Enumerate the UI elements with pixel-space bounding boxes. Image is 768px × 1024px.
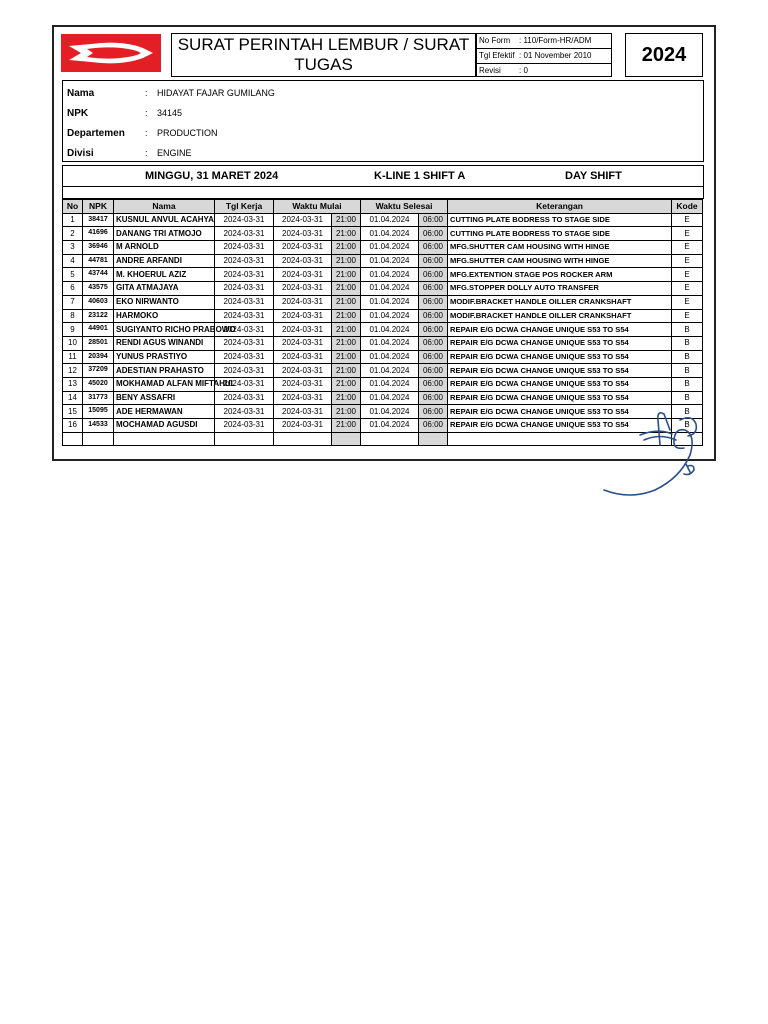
- row-keterangan: MODIF.BRACKET HANDLE OILLER CRANKSHAFT: [448, 309, 672, 323]
- row-mulai-jam: 21:00: [332, 391, 361, 405]
- row-npk: 20394: [83, 350, 114, 364]
- row-nama: YUNUS PRASTIYO: [114, 350, 215, 364]
- row-npk: 31773: [83, 391, 114, 405]
- row-tgl-kerja: 2024-03-31: [215, 241, 274, 255]
- row-no: 14: [63, 391, 83, 405]
- row-keterangan: REPAIR E/G DCWA CHANGE UNIQUE S53 TO S54: [448, 391, 672, 405]
- employee-department: PRODUCTION: [157, 128, 218, 138]
- row-selesai-tgl: 01.04.2024: [361, 323, 419, 337]
- col-header-npk: NPK: [83, 200, 114, 214]
- row-keterangan: REPAIR E/G DCWA CHANGE UNIQUE S53 TO S54: [448, 419, 672, 433]
- row-tgl-kerja: 2024-03-31: [215, 309, 274, 323]
- form-info-label: Tgl Efektif: [479, 51, 515, 60]
- row-nama: GITA ATMAJAYA: [114, 282, 215, 296]
- employee-div-row: [67, 146, 192, 160]
- row-npk: 43575: [83, 282, 114, 296]
- field-separator: :: [145, 88, 148, 98]
- row-selesai-jam: 06:00: [419, 268, 448, 282]
- row-keterangan: CUTTING PLATE BODRESS TO STAGE SIDE: [448, 227, 672, 241]
- employee-dept-row: [67, 126, 218, 140]
- employee-npk: 34145: [157, 108, 183, 118]
- row-no: 10: [63, 336, 83, 350]
- row-kode: E: [672, 241, 703, 255]
- field-label: Divisi: [67, 148, 94, 159]
- row-kode: B: [672, 405, 703, 419]
- row-npk: 45020: [83, 377, 114, 391]
- row-selesai-tgl: 01.04.2024: [361, 350, 419, 364]
- row-nama: HARMOKO: [114, 309, 215, 323]
- row-nama: SUGIYANTO RICHO PRABOWO: [114, 323, 215, 337]
- row-selesai-tgl: 01.04.2024: [361, 241, 419, 255]
- row-selesai-jam: 06:00: [419, 323, 448, 337]
- row-selesai-tgl: 01.04.2024: [361, 419, 419, 433]
- row-selesai-jam: 06:00: [419, 309, 448, 323]
- row-tgl-kerja: 2024-03-31: [215, 213, 274, 227]
- row-keterangan: REPAIR E/G DCWA CHANGE UNIQUE S53 TO S54: [448, 377, 672, 391]
- row-kode: B: [672, 377, 703, 391]
- row-keterangan: MFG.STOPPER DOLLY AUTO TRANSFER: [448, 282, 672, 296]
- row-no: 16: [63, 419, 83, 433]
- row-no: 12: [63, 364, 83, 378]
- row-mulai-jam: 21:00: [332, 268, 361, 282]
- field-separator: :: [145, 128, 148, 138]
- row-nama: KUSNUL ANVUL ACAHYA: [114, 213, 215, 227]
- row-kode: E: [672, 213, 703, 227]
- row-nama: ADESTIAN PRAHASTO: [114, 364, 215, 378]
- row-keterangan: MFG.SHUTTER CAM HOUSING WITH HINGE: [448, 241, 672, 255]
- col-header-nama: Nama: [114, 200, 215, 214]
- form-info-label: No Form: [479, 36, 511, 45]
- row-mulai-tgl: 2024-03-31: [274, 254, 332, 268]
- row-selesai-jam: 06:00: [419, 350, 448, 364]
- blank-row: [62, 186, 704, 199]
- row-tgl-kerja: 2024-03-31: [215, 377, 274, 391]
- form-info-box: [476, 33, 612, 77]
- row-no: 11: [63, 350, 83, 364]
- row-nama: MOCHAMAD AGUSDI: [114, 419, 215, 433]
- row-mulai-jam: 21:00: [332, 336, 361, 350]
- row-npk: 28501: [83, 336, 114, 350]
- row-selesai-tgl: 01.04.2024: [361, 213, 419, 227]
- row-kode: B: [672, 323, 703, 337]
- row-nama: DANANG TRI ATMOJO: [114, 227, 215, 241]
- table-header-row: [63, 200, 703, 214]
- row-keterangan: REPAIR E/G DCWA CHANGE UNIQUE S53 TO S54: [448, 336, 672, 350]
- row-nama: EKO NIRWANTO: [114, 295, 215, 309]
- row-kode: B: [672, 419, 703, 433]
- form-info-row: [477, 64, 611, 78]
- row-mulai-tgl: 2024-03-31: [274, 227, 332, 241]
- table-row: [63, 336, 703, 350]
- row-no: 8: [63, 309, 83, 323]
- row-tgl-kerja: 2024-03-31: [215, 295, 274, 309]
- col-header-keterangan: Keterangan: [448, 200, 672, 214]
- table-row: [63, 227, 703, 241]
- row-no: 7: [63, 295, 83, 309]
- row-keterangan: MFG.SHUTTER CAM HOUSING WITH HINGE: [448, 254, 672, 268]
- form-info-row: [477, 49, 611, 64]
- form-info-row: [477, 34, 611, 49]
- row-npk: 44781: [83, 254, 114, 268]
- row-kode: E: [672, 282, 703, 296]
- field-label: Nama: [67, 88, 95, 99]
- row-tgl-kerja: 2024-03-31: [215, 268, 274, 282]
- row-selesai-tgl: 01.04.2024: [361, 309, 419, 323]
- row-no: 1: [63, 213, 83, 227]
- table-row: [63, 254, 703, 268]
- row-nama: M ARNOLD: [114, 241, 215, 255]
- empty-cell: [114, 432, 215, 446]
- table-row: [63, 268, 703, 282]
- field-label: Departemen: [67, 128, 125, 139]
- row-kode: B: [672, 336, 703, 350]
- row-mulai-jam: 21:00: [332, 241, 361, 255]
- table-row: [63, 213, 703, 227]
- row-selesai-tgl: 01.04.2024: [361, 391, 419, 405]
- row-mulai-tgl: 2024-03-31: [274, 377, 332, 391]
- row-selesai-jam: 06:00: [419, 377, 448, 391]
- form-info-value: : 0: [519, 66, 528, 75]
- row-mulai-jam: 21:00: [332, 227, 361, 241]
- row-mulai-tgl: 2024-03-31: [274, 350, 332, 364]
- row-kode: E: [672, 227, 703, 241]
- row-tgl-kerja: 2024-03-31: [215, 336, 274, 350]
- empty-cell: [274, 432, 332, 446]
- row-no: 6: [63, 282, 83, 296]
- row-npk: 44901: [83, 323, 114, 337]
- shift-header: [62, 165, 704, 187]
- row-tgl-kerja: 2024-03-31: [215, 282, 274, 296]
- row-tgl-kerja: 2024-03-31: [215, 350, 274, 364]
- empty-cell: [215, 432, 274, 446]
- table-row: [63, 323, 703, 337]
- row-tgl-kerja: 2024-03-31: [215, 419, 274, 433]
- table-row: [63, 364, 703, 378]
- row-keterangan: MODIF.BRACKET HANDLE OILLER CRANKSHAFT: [448, 295, 672, 309]
- document-title-text: SURAT PERINTAH LEMBUR / SURAT TUGAS: [177, 35, 470, 74]
- row-mulai-jam: 21:00: [332, 405, 361, 419]
- field-separator: :: [145, 108, 148, 118]
- table-row: [63, 295, 703, 309]
- row-npk: 41696: [83, 227, 114, 241]
- empty-cell: [332, 432, 361, 446]
- row-mulai-tgl: 2024-03-31: [274, 419, 332, 433]
- row-selesai-jam: 06:00: [419, 405, 448, 419]
- row-mulai-jam: 21:00: [332, 282, 361, 296]
- row-selesai-jam: 06:00: [419, 282, 448, 296]
- row-mulai-jam: 21:00: [332, 350, 361, 364]
- row-npk: 43744: [83, 268, 114, 282]
- row-selesai-tgl: 01.04.2024: [361, 282, 419, 296]
- row-npk: 14533: [83, 419, 114, 433]
- row-selesai-jam: 06:00: [419, 295, 448, 309]
- row-selesai-tgl: 01.04.2024: [361, 227, 419, 241]
- row-tgl-kerja: 2024-03-31: [215, 391, 274, 405]
- row-nama: RENDI AGUS WINANDI: [114, 336, 215, 350]
- shift-date: MINGGU, 31 MARET 2024: [145, 170, 279, 182]
- company-logo: [61, 34, 161, 72]
- row-selesai-tgl: 01.04.2024: [361, 377, 419, 391]
- row-selesai-jam: 06:00: [419, 254, 448, 268]
- col-header-tgl-kerja: Tgl Kerja: [215, 200, 274, 214]
- row-keterangan: CUTTING PLATE BODRESS TO STAGE SIDE: [448, 213, 672, 227]
- table-row: [63, 309, 703, 323]
- row-selesai-jam: 06:00: [419, 227, 448, 241]
- row-no: 9: [63, 323, 83, 337]
- row-kode: E: [672, 268, 703, 282]
- row-mulai-jam: 21:00: [332, 309, 361, 323]
- row-mulai-jam: 21:00: [332, 213, 361, 227]
- row-mulai-tgl: 2024-03-31: [274, 282, 332, 296]
- row-nama: M. KHOERUL AZIZ: [114, 268, 215, 282]
- row-mulai-tgl: 2024-03-31: [274, 364, 332, 378]
- year-text: 2024: [641, 44, 687, 66]
- row-tgl-kerja: 2024-03-31: [215, 405, 274, 419]
- row-kode: B: [672, 364, 703, 378]
- employee-npk-row: [67, 106, 182, 120]
- row-npk: 15095: [83, 405, 114, 419]
- row-kode: E: [672, 295, 703, 309]
- year-box: [625, 33, 703, 77]
- row-mulai-tgl: 2024-03-31: [274, 336, 332, 350]
- row-keterangan: REPAIR E/G DCWA CHANGE UNIQUE S53 TO S54: [448, 405, 672, 419]
- form-info-value: : 110/Form-HR/ADM: [519, 36, 592, 45]
- employee-info: [62, 80, 704, 162]
- row-npk: 38417: [83, 213, 114, 227]
- row-mulai-jam: 21:00: [332, 295, 361, 309]
- row-mulai-jam: 21:00: [332, 254, 361, 268]
- empty-cell: [63, 432, 83, 446]
- employee-name-row: [67, 86, 275, 100]
- table-row: [63, 377, 703, 391]
- row-selesai-tgl: 01.04.2024: [361, 336, 419, 350]
- row-mulai-tgl: 2024-03-31: [274, 295, 332, 309]
- col-header-kode: Kode: [672, 200, 703, 214]
- row-kode: E: [672, 309, 703, 323]
- empty-cell: [83, 432, 114, 446]
- row-tgl-kerja: 2024-03-31: [215, 323, 274, 337]
- row-mulai-jam: 21:00: [332, 419, 361, 433]
- row-keterangan: REPAIR E/G DCWA CHANGE UNIQUE S53 TO S54: [448, 350, 672, 364]
- row-mulai-tgl: 2024-03-31: [274, 241, 332, 255]
- row-selesai-jam: 06:00: [419, 241, 448, 255]
- row-nama: MOKHAMAD ALFAN MIFTAHUL: [114, 377, 215, 391]
- row-npk: 40603: [83, 295, 114, 309]
- table-row: [63, 241, 703, 255]
- row-selesai-tgl: 01.04.2024: [361, 405, 419, 419]
- table-row: [63, 282, 703, 296]
- employee-name: HIDAYAT FAJAR GUMILANG: [157, 88, 275, 98]
- row-selesai-tgl: 01.04.2024: [361, 364, 419, 378]
- shift-line: K-LINE 1 SHIFT A: [374, 170, 466, 182]
- row-mulai-tgl: 2024-03-31: [274, 268, 332, 282]
- row-selesai-tgl: 01.04.2024: [361, 254, 419, 268]
- row-selesai-jam: 06:00: [419, 364, 448, 378]
- row-selesai-jam: 06:00: [419, 391, 448, 405]
- row-selesai-jam: 06:00: [419, 213, 448, 227]
- empty-cell: [361, 432, 419, 446]
- row-no: 4: [63, 254, 83, 268]
- row-kode: B: [672, 391, 703, 405]
- row-keterangan: MFG.EXTENTION STAGE POS ROCKER ARM: [448, 268, 672, 282]
- row-tgl-kerja: 2024-03-31: [215, 254, 274, 268]
- row-mulai-jam: 21:00: [332, 377, 361, 391]
- row-npk: 36946: [83, 241, 114, 255]
- field-separator: :: [145, 148, 148, 158]
- row-mulai-tgl: 2024-03-31: [274, 213, 332, 227]
- row-npk: 23122: [83, 309, 114, 323]
- row-selesai-jam: 06:00: [419, 336, 448, 350]
- row-no: 13: [63, 377, 83, 391]
- document-title: [171, 33, 476, 77]
- row-nama: ANDRE ARFANDI: [114, 254, 215, 268]
- field-label: NPK: [67, 108, 89, 119]
- col-header-no: No: [63, 200, 83, 214]
- col-header-waktu-mulai: Waktu Mulai: [274, 200, 361, 214]
- row-nama: ADE HERMAWAN: [114, 405, 215, 419]
- row-mulai-tgl: 2024-03-31: [274, 323, 332, 337]
- shift-type: DAY SHIFT: [565, 170, 622, 182]
- row-mulai-tgl: 2024-03-31: [274, 309, 332, 323]
- row-no: 15: [63, 405, 83, 419]
- row-nama: BENY ASSAFRI: [114, 391, 215, 405]
- form-info-label: Revisi: [479, 66, 501, 75]
- row-tgl-kerja: 2024-03-31: [215, 364, 274, 378]
- row-no: 3: [63, 241, 83, 255]
- row-no: 5: [63, 268, 83, 282]
- row-mulai-jam: 21:00: [332, 364, 361, 378]
- signature-scribble: [600, 400, 710, 500]
- empty-cell: [419, 432, 448, 446]
- row-keterangan: REPAIR E/G DCWA CHANGE UNIQUE S53 TO S54: [448, 323, 672, 337]
- row-kode: E: [672, 254, 703, 268]
- row-npk: 37209: [83, 364, 114, 378]
- col-header-waktu-selesai: Waktu Selesai: [361, 200, 448, 214]
- row-tgl-kerja: 2024-03-31: [215, 227, 274, 241]
- row-keterangan: REPAIR E/G DCWA CHANGE UNIQUE S53 TO S54: [448, 364, 672, 378]
- form-info-value: : 01 November 2010: [519, 51, 592, 60]
- row-selesai-tgl: 01.04.2024: [361, 268, 419, 282]
- row-mulai-tgl: 2024-03-31: [274, 405, 332, 419]
- row-kode: B: [672, 350, 703, 364]
- row-no: 2: [63, 227, 83, 241]
- table-row: [63, 350, 703, 364]
- row-selesai-tgl: 01.04.2024: [361, 295, 419, 309]
- row-mulai-jam: 21:00: [332, 323, 361, 337]
- employee-division: ENGINE: [157, 148, 192, 158]
- row-mulai-tgl: 2024-03-31: [274, 391, 332, 405]
- row-selesai-jam: 06:00: [419, 419, 448, 433]
